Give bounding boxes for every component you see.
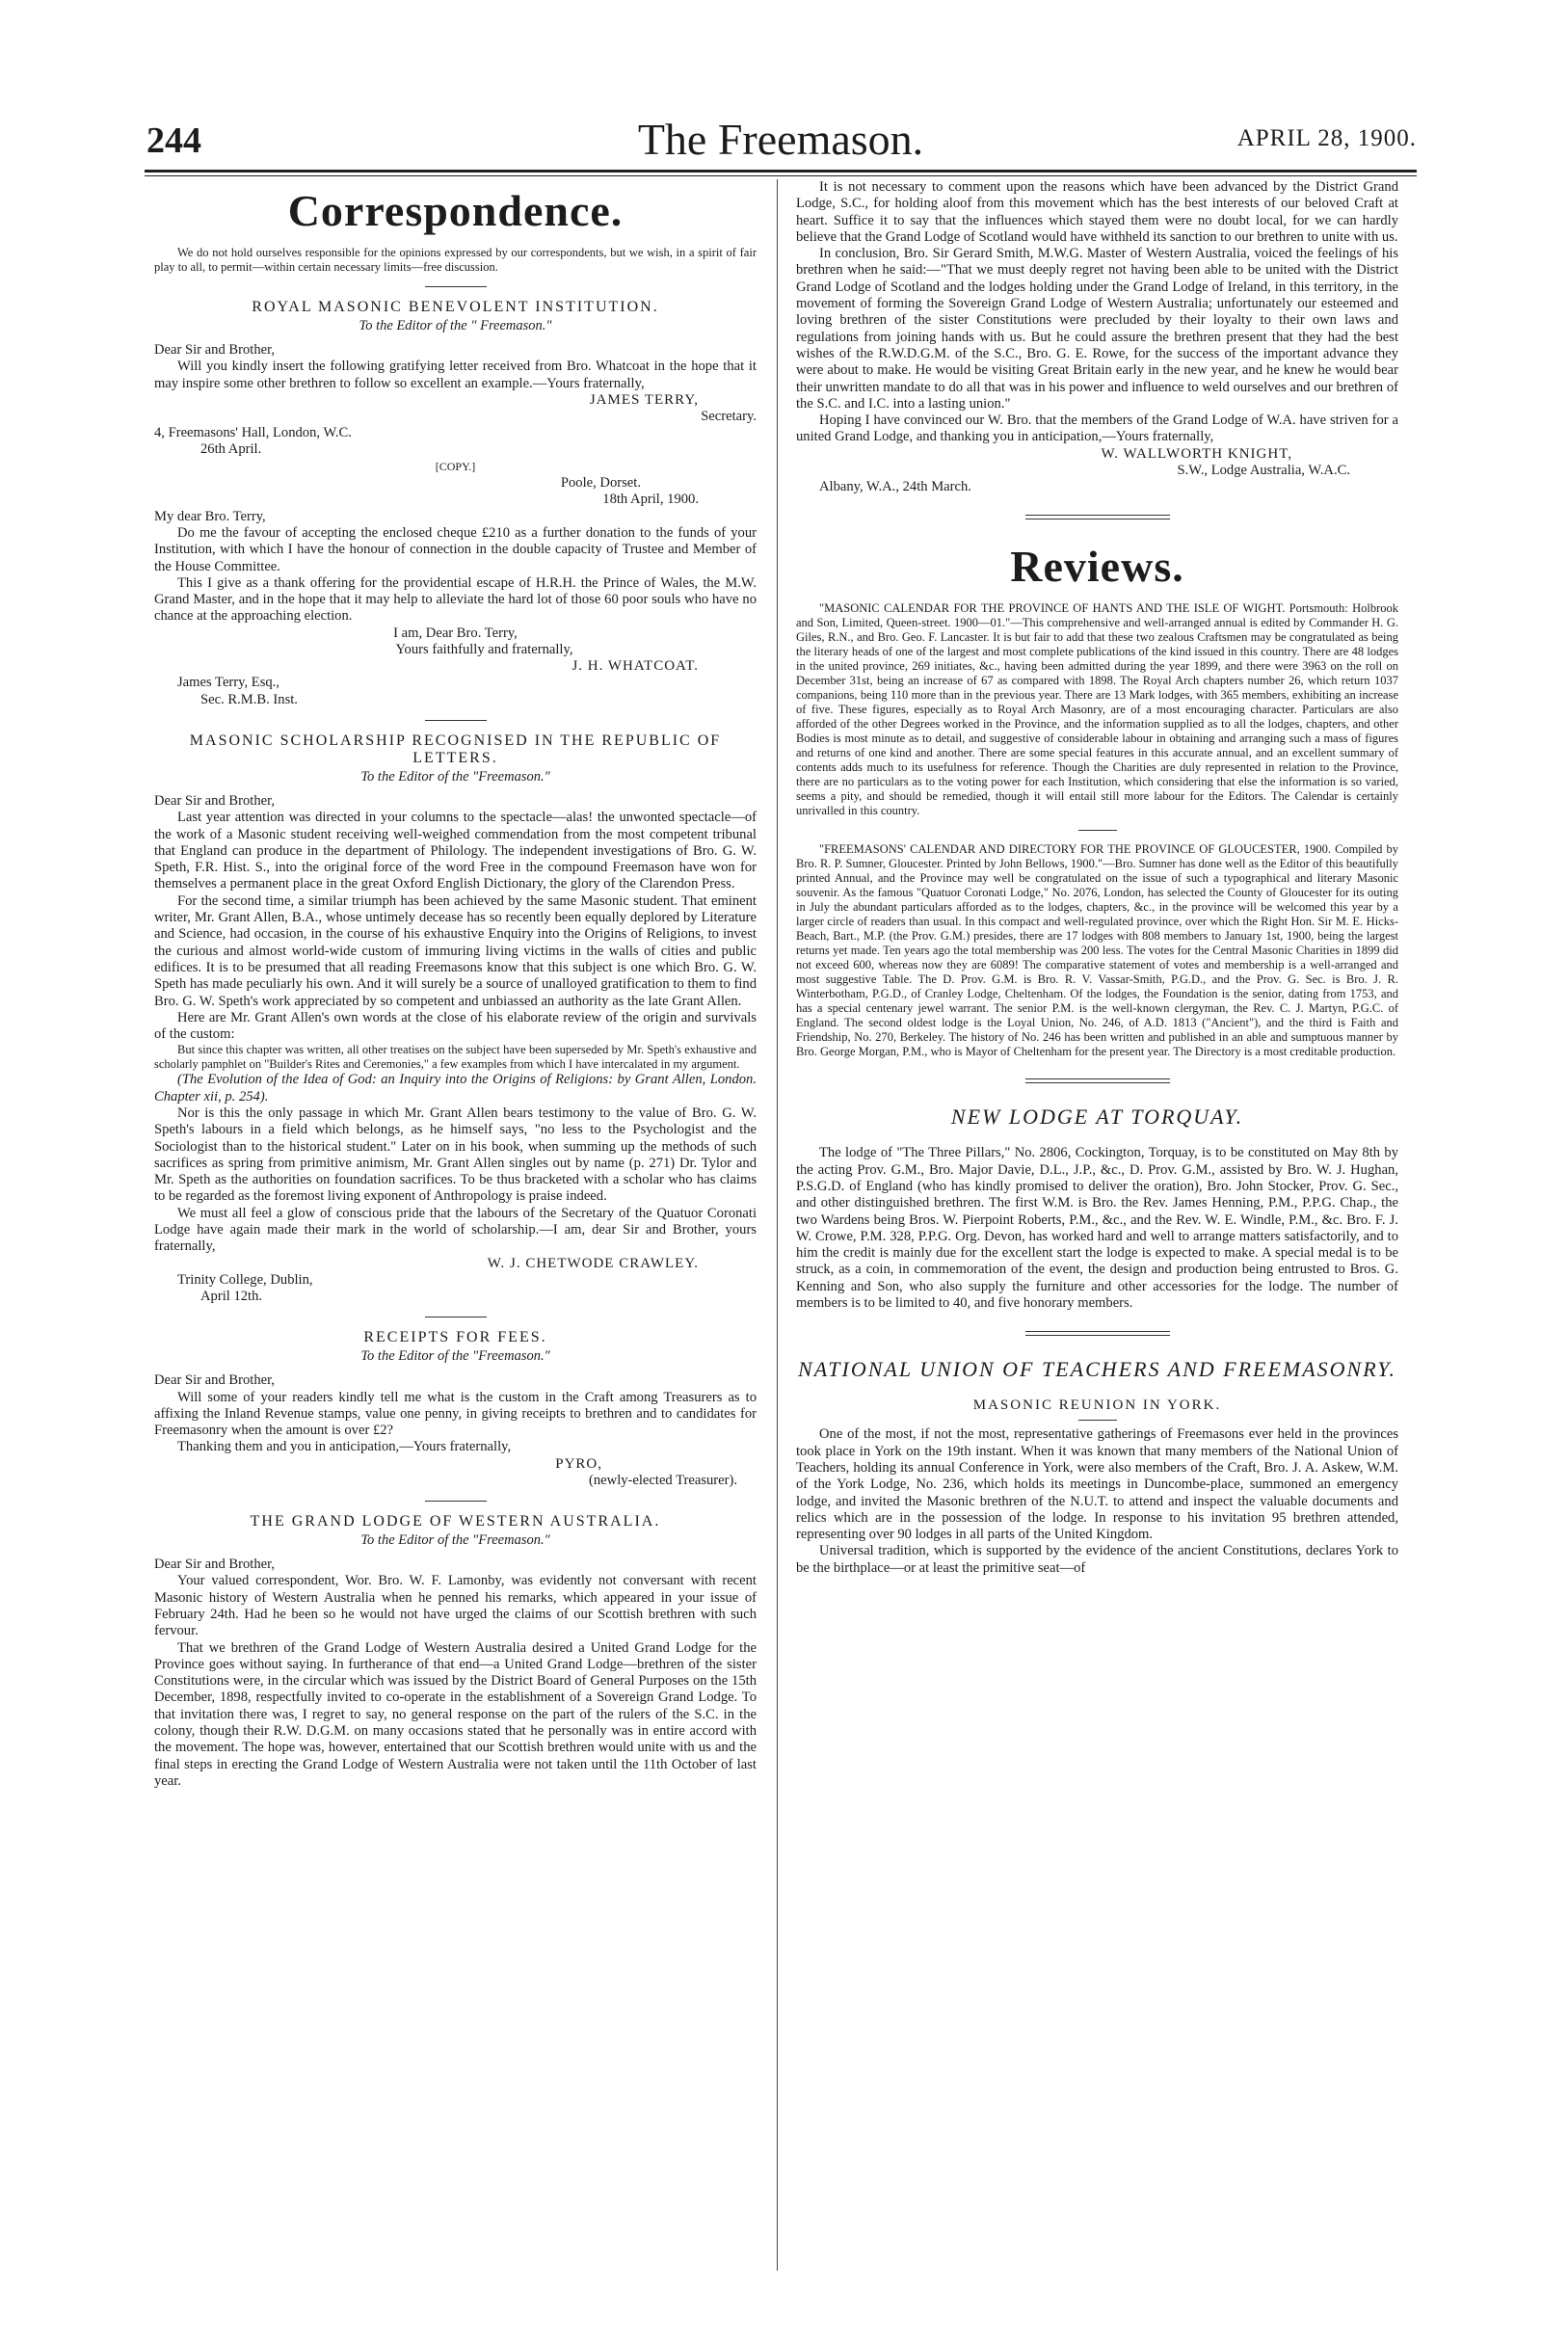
letter-paragraph: We must all feel a glow of conscious pride that the labours of the Secretary of the Quatuor Coronati Lodge have again made their mark in the world of scholarship.—I am, dear Sir and Brother, yours fraternally, — [154, 1205, 757, 1255]
article-subheading: MASONIC REUNION IN YORK. — [972, 1397, 1222, 1414]
header-rule-thin — [145, 175, 1417, 176]
teachers-section — [796, 1357, 1398, 1577]
signature: W. WALLWORTH KNIGHT, — [1101, 445, 1292, 462]
review-paragraph: "MASONIC CALENDAR FOR THE PROVINCE OF HANTS AND THE ISLE OF WIGHT. Portsmouth: Holbrook and Son, Limited, Queen-street. 1900—01."—This comprehensive and well-arranged annual is edited by Commander H. G. Giles, R.N., and Bro. Geo. F. Lancaster. It is but fair to add that these two zealous Craftsmen may be congratulated as being the literary heads of one of the largest and most complete publications of the kind issued in this country. There are 48 lodges in the united province, 269 initiates, &c., having been admitted during the year 1899, and there were 3963 on the roll on December 31st, being an increase of 67 as compared with 1898. The Royal Arch chapters number 26, which return 1037 companions, being 110 more than in the previous year. There are 13 Mark lodges, with 365 members, exhibiting an increase of five. These figures, especially as to Royal Arch Masonry, are of a most encouraging character. Particulars are also afforded of the other Degrees worked in the Province, and the information supplied as to all the lodges, chapters, and other Bodies is most minute as to detail, and suggestive of considerable labour in obtaining and arranging such a mass of figures and returns of one kind and another. There are some special features in this accurate annual, and an excellent summary of contents adds much to its usefulness for reference. Though the Charities are duly represented in relation to the Province, there are no particulars as to the voting power for each Institution, which considering that else the information is so varied, seems a pity, and should be remedied, though it will entail still more labour for the Editors. The Calendar is certainly unrivalled in this country. — [796, 601, 1398, 818]
to-editor: To the Editor of the "Freemason." — [360, 1532, 550, 1549]
double-rule — [1025, 1078, 1170, 1083]
section-title-reviews: Reviews. — [1010, 542, 1184, 592]
letter-paragraph: Will some of your readers kindly tell me what is the custom in the Craft among Treasurers as to affixing the Inland Revenue stamps, value one penny, in giving receipts to brethren and to candidates for Freemasonry when the amount is over £2? — [154, 1389, 757, 1439]
header-rule — [145, 170, 1417, 173]
signature: JAMES TERRY, — [589, 391, 699, 408]
review-paragraph: "FREEMASONS' CALENDAR AND DIRECTORY FOR THE PROVINCE OF GLOUCESTER, 1900. Compiled by Bro. R. P. Sumner, Gloucester. Printed by John Bellows, 1900."—Bro. Sumner has done well as the Editor of this beautifully printed Annual, and the Province may well be congratulated on the issue of such a typographical and literary Masonic souvenir. As the famous "Quatuor Coronati Lodge," No. 2076, London, has selected the County of Gloucester for its outing in July the abundant particulars afforded as to the lodges, chapters, &c., in the province will be welcomed this year by a larger circle of readers than usual. In this compact and well-regulated province, over which the Right Hon. Sir M. E. Hicks-Beach, Bart., M.P. (the Prov. G.M.) presides, there are 17 lodges with 808 members to January 1st, 1900, being the largest returns yet made. Ten years ago the total membership was 200 less. The votes for the Central Masonic Charities in 1899 did not exceed 600, whereas now they are 6089! The comparative statement of votes and membership is a well-arranged and most suggestive Table. The D. Prov. G.M. is Bro. R. V. Vassar-Smith, P.G.D., and the Prov. G. Sec. is Bro. J. R. Winterbotham, P.G.D., of Cranley Lodge, Cheltenham. Of the lodges, the Foundation is the senior, dating from 1753, and has a special centenary jewel warrant. The senior P.M. is the well-known clergyman, the Rev. C. J. Martyn, P.G.C. of England. The second oldest lodge is the Loyal Union, No. 246, of A.D. 1813 ("Ancient"), and the third is Faith and Friendship, No. 270, Berkeley. The history of No. 246 has been written and published in an able and sumptuous manner by Bro. George Morgan, P.M., who is Mayor of Cheltenham for the present year. The Directory is a most creditable production. — [796, 842, 1398, 1059]
place: Trinity College, Dublin, — [177, 1271, 313, 1288]
letter-paragraph: In conclusion, Bro. Sir Gerard Smith, M.W.G. Master of Western Australia, voiced the feelings of his brethren when he said:—"That we must deeply regret not having been able to be united with the District Grand Lodge of Scotland and the lodges holding under the Grand Lodge of Ireland, in this territory, in the movement of forming the Sovereign Grand Lodge of Western Australia; unfortunately our esteemed and loving brethren of the sister Constitutions were precluded by their loyalty to their own laws and regulations from joining hands with us. But he could assure the brethren present that they had the best wishes of the R.W.D.G.M. of the S.C., Bro. G. E. Rowe, for the success of the important advance they were about to make. He would be visiting Great Britain early in the new year, and he knew he would bear their unwritten mandate to do all that was in his power and influence to weld ourselves and our brethren of the S.C. and I.C. into a lasting union." — [796, 246, 1398, 412]
to-editor: To the Editor of the "Freemason." — [360, 1348, 550, 1365]
article-paragraph: Universal tradition, which is supported by the evidence of the ancient Constitutions, declares York to be the birthplace—or at least the primitive seat—of — [796, 1543, 1398, 1576]
article-paragraph: One of the most, if not the most, representative gatherings of Freemasons ever held in the provinces took place in York on the 19th instant. When it was known that many members of the National Union of Teachers, holding its annual Conference in York, were also members of the Craft, Bro. J. A. Askew, W.M. of the York Lodge, No. 236, which holds its meetings in Duncombe-place, summoned an emergency lodge, and invited the Masonic brethren of the N.U.T. to attend and inspect the valuable documents and relics which are in the possession of the lodge. In response to his invitation 95 brethren attended, representing over 90 lodges in all parts of the United Kingdom. — [796, 1426, 1398, 1543]
address: 4, Freemasons' Hall, London, W.C. — [154, 425, 352, 441]
letter-western-australia-continued — [796, 179, 1398, 495]
place: Poole, Dorset. — [560, 475, 641, 492]
letter-paragraph: Here are Mr. Grant Allen's own words at the close of his elaborate review of the origin and survivals of the custom: — [154, 1009, 757, 1043]
place: Albany, W.A., 24th March. — [819, 479, 971, 495]
signature-title: S.W., Lodge Australia, W.A.C. — [1177, 462, 1350, 478]
section-title-correspondence: Correspondence. — [287, 186, 624, 235]
short-rule — [1078, 1420, 1117, 1421]
letter-paragraph: Last year attention was directed in your columns to the spectacle—alas! the unwonted spectacle—of the work of a Masonic student receiving well-weighed commendation from the most competent tribunal that England can produce in the department of Philology. The independent investigations of Bro. G. W. Speth, F.R. Hist. S., into the original force of the word Free in the compound Freemason have won for themselves a permanent place in the great Oxford English Dictionary, the glory of the Clarendon Press. — [154, 810, 757, 892]
short-rule — [425, 1501, 487, 1502]
letter-paragraph: Hoping I have convinced our W. Bro. that the members of the Grand Lodge of W.A. have striven for a united Grand Lodge, and thanking you in anticipation,—Yours fraternally, — [796, 413, 1398, 445]
letter-heading: ROYAL MASONIC BENEVOLENT INSTITUTION. — [252, 299, 659, 315]
signature: W. J. CHETWODE CRAWLEY. — [487, 1255, 699, 1271]
letter-rmbi — [154, 299, 757, 708]
salutation: Dear Sir and Brother, — [154, 342, 276, 358]
letter-receipts — [154, 1329, 757, 1489]
closing: I am, Dear Bro. Terry, — [393, 625, 518, 641]
letter-paragraph: Thanking them and you in anticipation,—Yours fraternally, — [177, 1439, 512, 1455]
signature: PYRO, — [555, 1455, 602, 1472]
salutation: Dear Sir and Brother, — [154, 792, 276, 809]
short-rule — [425, 286, 487, 287]
column-divider — [777, 179, 778, 2271]
signature-title: Secretary. — [701, 408, 757, 424]
quotation: But since this chapter was written, all other treatises on the subject have been superseded by Mr. Speth's exhaustive and scholarly pamphlet on "Builder's Rites and Ceremonies," a few examples from which I have intercalated in my argument. — [154, 1043, 757, 1072]
letter-paragraph: This I give as a thank offering for the providential escape of H.R.H. the Prince of Wales, the M.W. Grand Master, and in the hope that it may help to alleviate the hard lot of those 60 poor souls who have no chance at the approaching election. — [154, 574, 757, 625]
short-rule — [425, 720, 487, 721]
letter-western-australia — [154, 1513, 757, 1790]
letter-paragraph: For the second time, a similar triumph has been achieved by the same Masonic student. That eminent writer, Mr. Grant Allen, B.A., whose untimely decease has so recently been equally deplored by Literature and Science, had occasion, in the course of his exhaustive Enquiry into the Origins of Religions, to invest the curious and almost world-wide custom of immuring living victims in the walls of cities and public edifices. It is to be presumed that all reading Freemasons know that this subject is one which Bro. G. W. Speth has made peculiarly his own. And it will surely be a source of unalloyed gratification to them to find Bro. G. W. Speth's work appreciated by so competent and unbiassed an authority as the late Grant Allen. — [154, 892, 757, 1009]
left-column — [154, 179, 757, 1790]
letter-heading: THE GRAND LODGE OF WESTERN AUSTRALIA. — [250, 1513, 661, 1530]
article-heading: NEW LODGE AT TORQUAY. — [950, 1104, 1244, 1130]
salutation: My dear Bro. Terry, — [154, 508, 266, 524]
to-editor: To the Editor of the "Freemason." — [360, 768, 550, 785]
letter-scholarship — [154, 732, 757, 1305]
letter-paragraph: Do me the favour of accepting the enclosed cheque £210 as a further donation to the funds of your Institution, with which I have the honour of connection in the double capacity of Trustee and Member of the House Committee. — [154, 524, 757, 574]
short-rule — [1078, 830, 1117, 831]
article-paragraph: The lodge of "The Three Pillars," No. 2806, Cockington, Torquay, is to be constituted on May 8th by the acting Prov. G.M., Bro. Major Davie, D.L., J.P., &c., D. Prov. G.M., assisted by Bro. W. J. Hughan, P.S.G.D. of England (who has kindly promised to deliver the oration), Bro. John Stocker, Prov. G. Sec., and other distinguished brethren. The first W.M. is Bro. the Rev. James Henning, P.M., P.P.G. Chap., the two Wardens being Bros. W. Pierpoint Roberts, P.M., &c., and the Rev. W. E. Windle, P.M., &c. Bro. F. J. W. Crowe, P.M. 328, P.P.G. Org. Devon, has worked hard and well to arrange matters satisfactorily, and to him the credit is mainly due for the excellent start the lodge is expected to make. A special medal is to be struck, as a coin, in commemoration of the event, the design and production being entrusted to Bros. G. Kenning and Son, who also supply the furniture and other accessories for the lodge. The number of members is to be limited to 40, and five honorary members. — [796, 1145, 1398, 1312]
double-rule — [1025, 1331, 1170, 1336]
double-rule — [1025, 515, 1170, 519]
citation: (The Evolution of the Idea of God: an Inquiry into the Origins of Religions: by Grant Allen, London. Chapter xii, p. 254). — [154, 1072, 757, 1104]
signature-title: (newly-elected Treasurer). — [589, 1472, 737, 1488]
addressee: James Terry, Esq., — [177, 675, 279, 691]
letter-heading: RECEIPTS FOR FEES. — [363, 1329, 547, 1346]
disclaimer: We do not hold ourselves responsible for the opinions expressed by our correspondents, but we wish, in a spirit of fair play to all, to permit—within certain necessary limits—free discussion. — [154, 246, 757, 274]
letter-date: 26th April. — [200, 441, 262, 458]
salutation: Dear Sir and Brother, — [154, 1372, 276, 1389]
letter-paragraph: It is not necessary to comment upon the reasons which have been advanced by the District Grand Lodge, S.C., for holding aloof from this movement which has the best interests of our beloved Craft at heart. Suffice it to say that the influences which stayed them were no doubt local, for we can hardly believe that the Grand Lodge of Scotland would have withheld its sanction to our brethren to unite with us. — [796, 179, 1398, 245]
copy-mark: [COPY.] — [435, 459, 476, 473]
torquay-section — [796, 1104, 1398, 1312]
closing: Yours faithfully and fraternally, — [395, 642, 573, 658]
letter-paragraph: Will you kindly insert the following gratifying letter received from Bro. Whatcoat in the hope that it may inspire some other brethren to follow so excellent an example.—Yours fraternally, — [154, 359, 757, 391]
right-column — [796, 179, 1398, 1577]
salutation: Dear Sir and Brother, — [154, 1557, 276, 1573]
issue-date: APRIL 28, 1900. — [1236, 125, 1417, 151]
article-heading: NATIONAL UNION OF TEACHERS AND FREEMASONRY. — [798, 1357, 1396, 1382]
addressee: Sec. R.M.B. Inst. — [200, 691, 298, 707]
to-editor: To the Editor of the " Freemason." — [359, 318, 552, 333]
reviews-section — [796, 541, 1398, 1059]
letter-heading: MASONIC SCHOLARSHIP RECOGNISED IN THE REPUBLIC OF LETTERS. — [189, 732, 722, 766]
letter-paragraph: That we brethren of the Grand Lodge of Western Australia desired a United Grand Lodge for the Province goes without saying. In furtherance of that end—a United Grand Lodge—brethren of the sister Constitutions were, in the circular which was issued by the District Board of General Purposes on the 15th December, 1898, respectfully invited to co-operate in the establishment of a Sovereign Grand Lodge. To that invitation there was, I regret to say, no general response on the part of the rulers of the S.C. in the colony, though their R.W. D.G.M. on many occasions stated that he personally was in entire accord with the movement. The hope was, however, entertained that our Scottish brethren would unite with us and the final steps in erecting the Grand Lodge of Western Australia were not taken until the 11th October of last year. — [154, 1639, 757, 1789]
signature: J. H. WHATCOAT. — [571, 658, 699, 675]
page-number: 244 — [146, 120, 201, 161]
letter-paragraph: Nor is this the only passage in which Mr. Grant Allen bears testimony to the value of Bro. G. W. Speth's labours in a field which belongs, as he himself says, "no less to the Psychologist and the Sociologist than to the historical student." Later on in his book, when summing up the methods of such sacrifices as spring from primitive animism, Mr. Grant Allen singles out by name (p. 271) Dr. Tylor and Mr. Speth as the authorities on foundation sacrifices. To be thus bracketed with a scholar who has claims to be regarded as the foremost living exponent of Anthropology is praise indeed. — [154, 1104, 757, 1205]
place-date: 18th April, 1900. — [602, 492, 699, 508]
publication-title: The Freemason. — [637, 115, 924, 164]
letter-paragraph: Your valued correspondent, Wor. Bro. W. F. Lamonby, was evidently not conversant with recent Masonic history of Western Australia when he penned his remarks, which appeared in your issue of February 24th. Had he been so he would not have urged the claims of our Scottish brethren with such fervour. — [154, 1573, 757, 1639]
masthead — [145, 114, 1417, 164]
letter-date: April 12th. — [200, 1288, 263, 1304]
